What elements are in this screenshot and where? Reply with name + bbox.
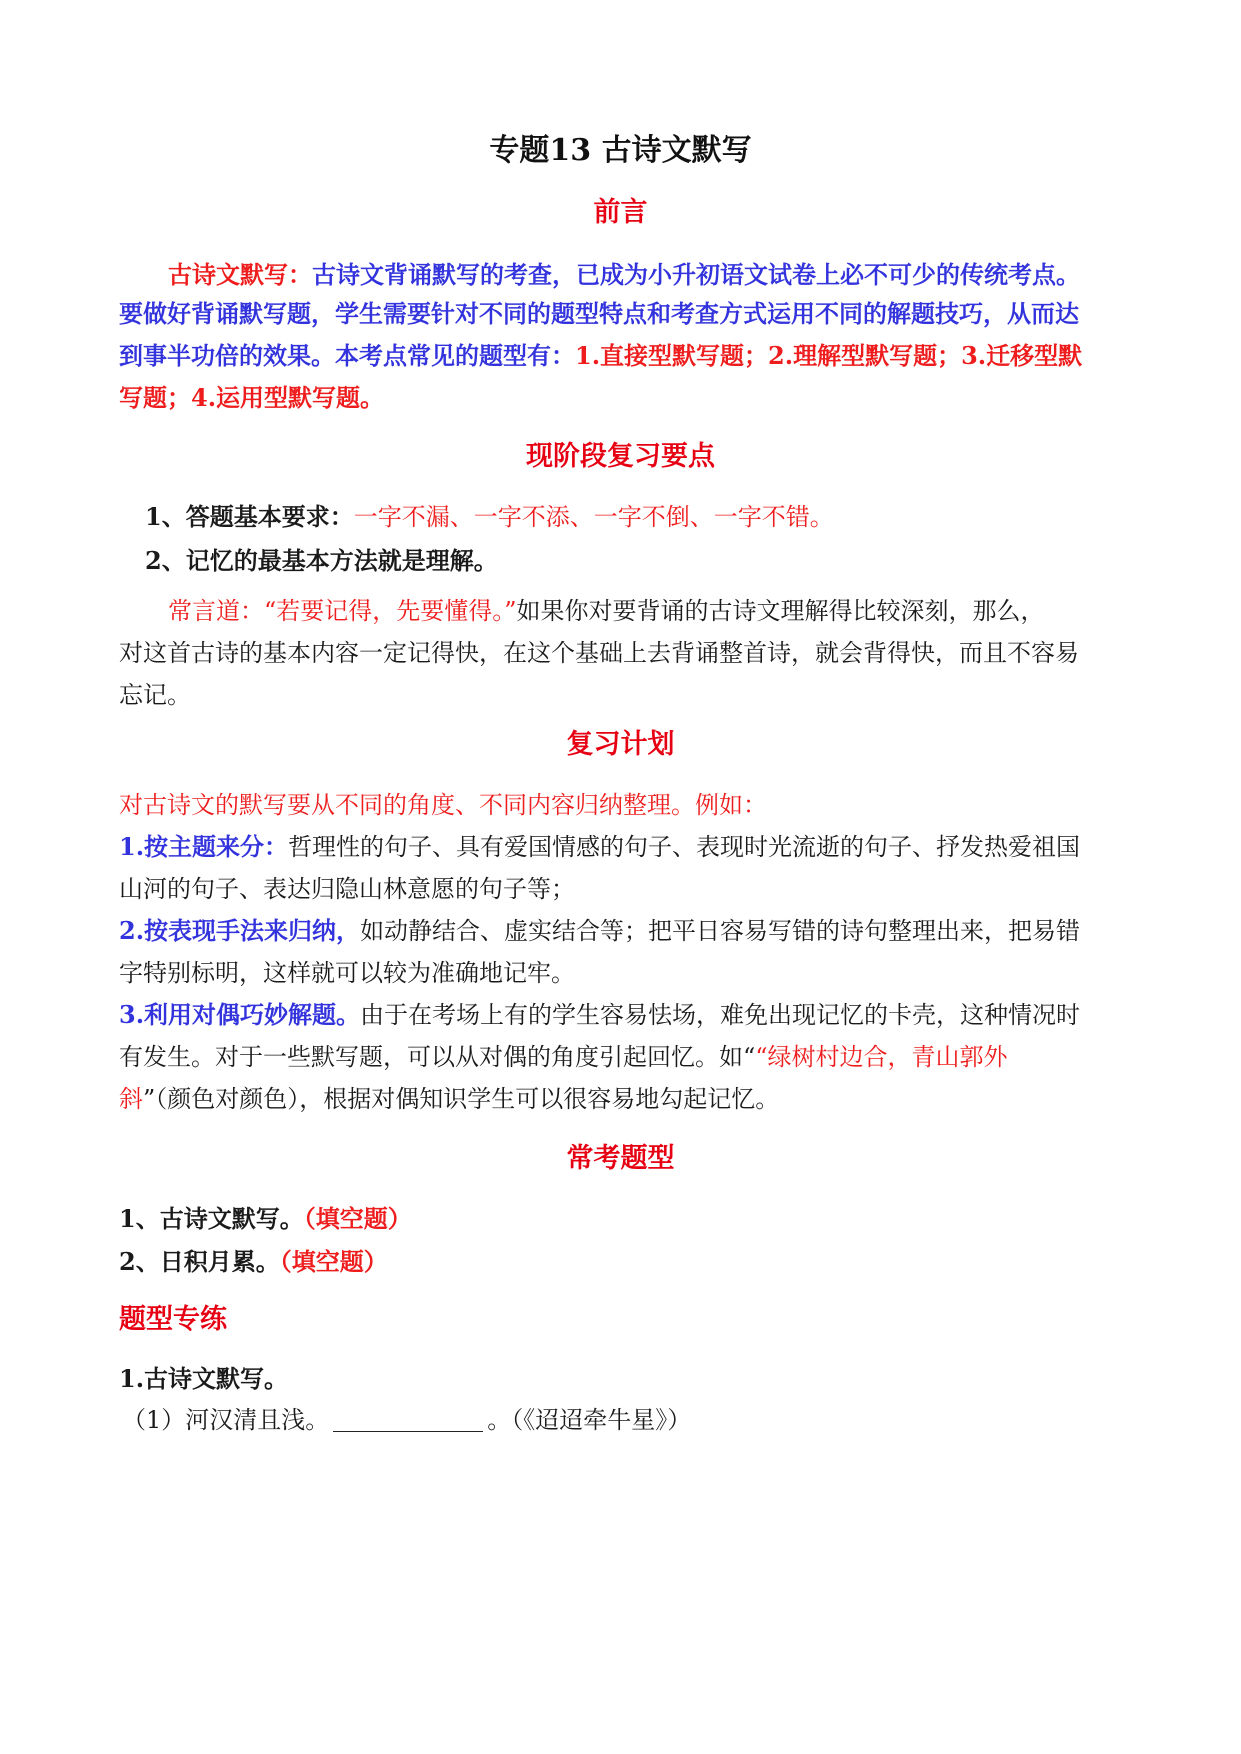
plan-point-3-line-2-text: 有发生。对于一些默写题，可以从对偶的角度引起回忆。如“ xyxy=(119,1043,756,1071)
review-item-2: 2、记忆的最基本方法就是理解。 xyxy=(145,546,498,575)
plan-point-1-label: 1.按主题来分： xyxy=(119,832,289,861)
preface-lead: 古诗文默写： xyxy=(168,260,312,289)
preface-text-1: 古诗文背诵默写的考查，已成为小升初语文试卷上必不可少的传统考点。 xyxy=(312,260,1080,289)
plan-point-3 xyxy=(119,998,1129,1032)
plan-heading: 复习计划 xyxy=(566,729,675,760)
question-1-suffix: 。（《迢迢牵牛星》） xyxy=(487,1406,692,1434)
common-type-1-tag: （填空题） xyxy=(303,1204,412,1233)
plan-point-3-text: 由于在考场上有的学生容易怯场，难免出现记忆的卡壳，这种情况时 xyxy=(360,1001,1081,1029)
review-line-2: 对这首古诗的基本内容一定记得快，在这个基础上去背诵整首诗，就会背得快，而且不容易 xyxy=(119,639,1079,667)
review-line-3: 忘记。 xyxy=(119,681,191,709)
plan-point-2-text: 如动静结合、虚实结合等；把平日容易写错的诗句整理出来，把易错 xyxy=(360,917,1081,945)
plan-point-2-line-2: 字特别标明，这样就可以较为准确地记牢。 xyxy=(119,959,575,987)
preface-text-3: 到事半功倍的效果。本考点常见的题型有： xyxy=(119,341,575,370)
practice-subheading: 1.古诗文默写。 xyxy=(119,1364,289,1393)
common-type-2-tag: （填空题） xyxy=(279,1247,388,1276)
preface-line-3 xyxy=(119,339,1129,373)
preface-types-1: 1.直接型默写题；2.理解型默写题；3.迁移型默 xyxy=(575,341,1083,370)
plan-point-3-line-3-text: ”（颜色对颜色），根据对偶知识学生可以很容易地勾起记忆。 xyxy=(143,1085,780,1113)
preface-line-4: 写题；4.运用型默写题。 xyxy=(119,383,385,412)
common-type-1-text: 1、古诗文默写。 xyxy=(119,1204,304,1233)
plan-point-1-text: 哲理性的句子、具有爱国情感的句子、表现时光流逝的句子、抒发热爱祖国 xyxy=(288,833,1081,861)
page-title: 专题13 古诗文默写 xyxy=(489,133,752,168)
plan-point-1 xyxy=(119,830,1129,864)
plan-example-quote: “绿树村边合，青山郭外 xyxy=(755,1043,1008,1071)
preface-heading: 前言 xyxy=(593,197,648,228)
practice-question-1 xyxy=(122,1403,1132,1437)
review-quote: 常言道：“若要记得，先要懂得。” xyxy=(168,597,517,625)
plan-intro: 对古诗文的默写要从不同的角度、不同内容归纳整理。例如： xyxy=(119,791,767,819)
review-item-1-label: 1、答题基本要求： xyxy=(145,502,354,531)
common-type-1 xyxy=(119,1202,1129,1236)
preface-line-2: 要做好背诵默写题，学生需要针对不同的题型特点和考查方式运用不同的解题技巧，从而达 xyxy=(119,299,1079,328)
common-type-2-text: 2、日积月累。 xyxy=(119,1247,280,1276)
review-item-1-value: 一字不漏、一字不添、一字不倒、一字不错。 xyxy=(353,503,834,531)
plan-point-2-label: 2.按表现手法来归纳， xyxy=(119,916,361,945)
plan-example-quote-end: 斜 xyxy=(119,1085,143,1113)
practice-heading: 题型专练 xyxy=(119,1304,227,1335)
plan-point-3-line-2 xyxy=(119,1040,1129,1074)
review-item-1 xyxy=(145,500,1155,534)
common-type-2 xyxy=(119,1245,1129,1279)
plan-point-2 xyxy=(119,914,1129,948)
review-quote-rest: 如果你对要背诵的古诗文理解得比较深刻，那么， xyxy=(516,597,1045,625)
plan-point-1-line-2: 山河的句子、表达归隐山林意愿的句子等； xyxy=(119,875,575,903)
review-quote-line xyxy=(168,594,1178,628)
preface-line-1 xyxy=(168,258,1178,292)
common-types-heading: 常考题型 xyxy=(566,1143,675,1174)
plan-point-3-line-3 xyxy=(119,1082,1129,1116)
plan-point-3-label: 3.利用对偶巧妙解题。 xyxy=(119,1000,361,1029)
question-1-prefix: （1）河汉清且浅。 xyxy=(122,1406,330,1434)
answer-blank[interactable] xyxy=(333,1405,483,1432)
review-points-heading: 现阶段复习要点 xyxy=(526,441,715,472)
